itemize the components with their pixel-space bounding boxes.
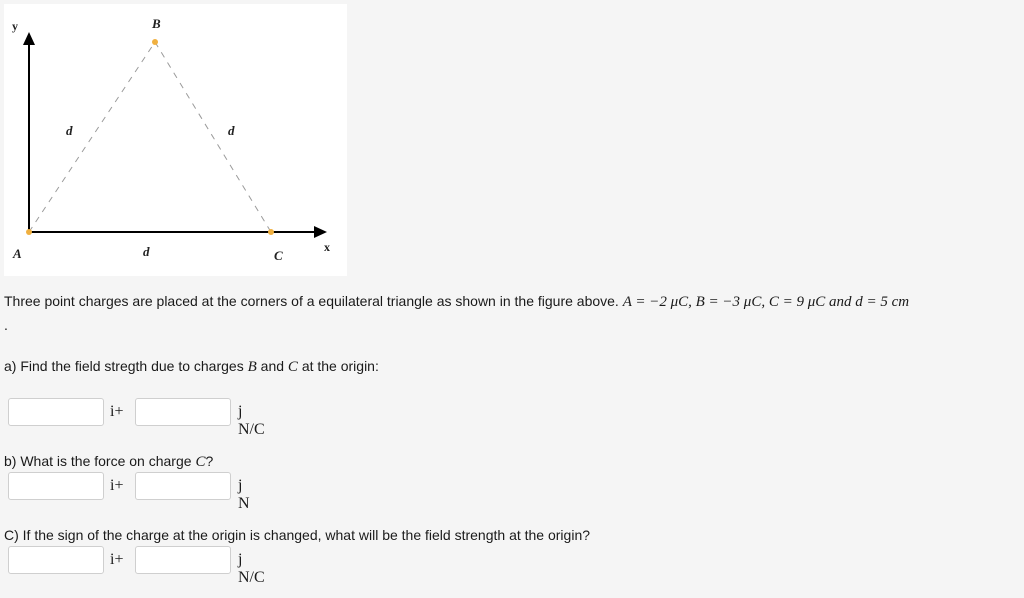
part-b-prefix: b) What is the force on charge xyxy=(4,453,192,469)
charge-c xyxy=(268,229,274,235)
part-b-suffix: ? xyxy=(205,453,214,469)
label-c: C xyxy=(274,248,283,263)
part-c-question: C) If the sign of the charge at the origin is changed, what will be the field strength at the origin? xyxy=(4,527,591,543)
label-d-left: d xyxy=(66,123,73,138)
part-a-and: and xyxy=(260,358,285,374)
part-a-var-b: B xyxy=(247,359,257,375)
part-a-j-input[interactable] xyxy=(135,398,231,426)
problem-values: A = −2 μC, B = −3 μC, C = 9 μC and d = 5 cm xyxy=(622,294,910,310)
part-c-i-label: i+ xyxy=(110,551,124,568)
part-b-i-label: i+ xyxy=(110,477,124,494)
triangle-figure xyxy=(4,4,347,276)
part-c-unit: j N/C xyxy=(238,551,265,586)
part-a-var-c: C xyxy=(287,359,298,375)
part-a-i-input[interactable] xyxy=(8,398,104,426)
side-ab xyxy=(29,42,155,232)
label-d-bottom: d xyxy=(143,244,150,259)
y-axis-arrow-icon xyxy=(23,32,35,45)
part-b-j-input[interactable] xyxy=(135,472,231,500)
part-a-unit: j N/C xyxy=(238,403,265,438)
label-a: A xyxy=(13,246,22,261)
problem-period: . xyxy=(4,317,8,333)
problem-statement xyxy=(4,292,909,311)
y-axis-label: y xyxy=(12,19,18,33)
side-bc xyxy=(155,42,271,232)
part-b-unit: j N xyxy=(238,477,250,512)
part-a-question xyxy=(4,357,379,376)
charge-b xyxy=(152,39,158,45)
part-b-var-c: C xyxy=(195,454,206,470)
part-b-i-input[interactable] xyxy=(8,472,104,500)
part-c-i-input[interactable] xyxy=(8,546,104,574)
part-a-i-label: i+ xyxy=(110,403,124,420)
part-b-question xyxy=(4,452,213,471)
x-axis-arrow-icon xyxy=(314,226,327,238)
problem-intro: Three point charges are placed at the corners of a equilateral triangle as shown in the figure above. xyxy=(4,293,619,309)
triangle-diagram xyxy=(4,4,347,276)
part-c-j-input[interactable] xyxy=(135,546,231,574)
label-b: B xyxy=(152,16,161,31)
part-a-suffix: at the origin: xyxy=(301,358,379,374)
label-d-right: d xyxy=(228,123,235,138)
part-a-prefix: a) Find the field stregth due to charges xyxy=(4,358,244,374)
x-axis-label: x xyxy=(324,240,330,254)
charge-a xyxy=(26,229,32,235)
